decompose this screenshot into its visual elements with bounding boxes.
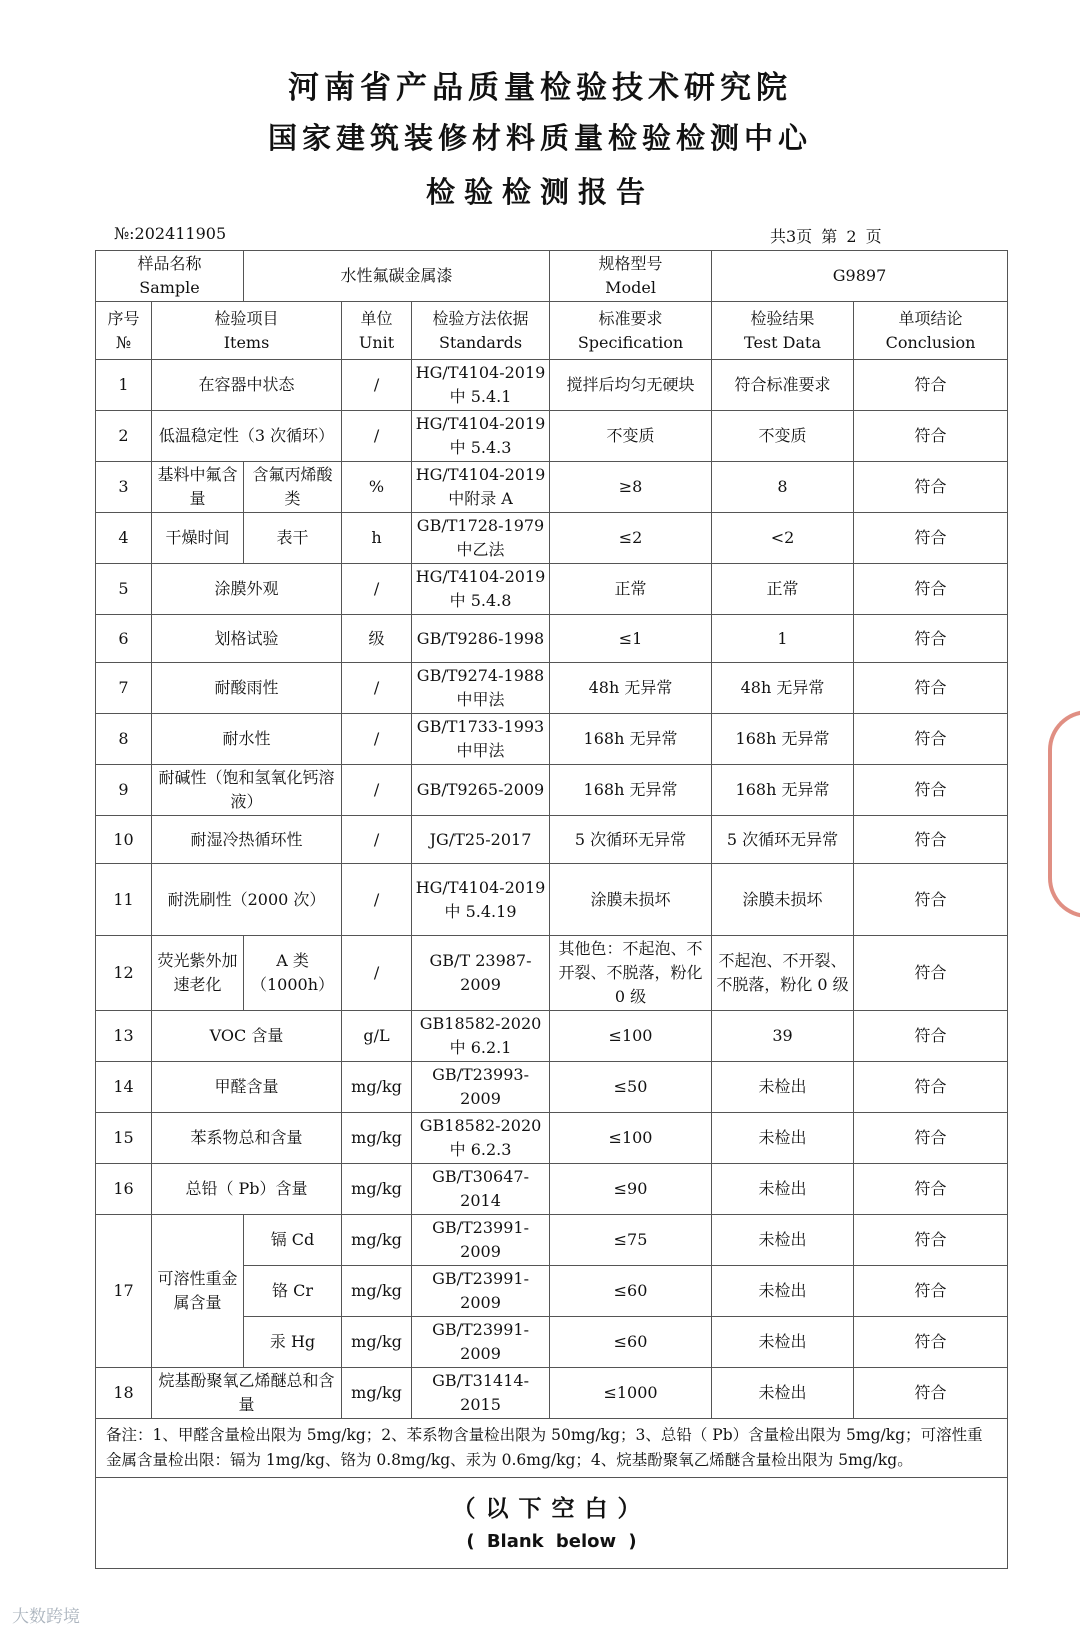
- conclusion-cell: 符合: [854, 1317, 1008, 1368]
- row-number: 13: [96, 1011, 152, 1062]
- col-header-standards: [412, 302, 550, 360]
- col-header-no: [96, 302, 152, 360]
- row-number: 15: [96, 1113, 152, 1164]
- result-cell: 涂膜未损坏: [712, 864, 854, 936]
- unit-cell: mg/kg: [342, 1062, 412, 1113]
- col-en: №: [115, 332, 132, 352]
- model-label-en: Model: [605, 278, 656, 297]
- standard-cell: GB/T23993-2009: [412, 1062, 550, 1113]
- col-zh: 检验结果: [750, 308, 815, 328]
- spec-cell: 5 次循环无异常: [550, 816, 712, 864]
- item-name: 涂膜外观: [152, 564, 342, 615]
- unit-cell: /: [342, 411, 412, 462]
- item-name: 耐碱性（饱和氢氧化钙溶液）: [152, 765, 342, 816]
- result-cell: 未检出: [712, 1215, 854, 1266]
- result-cell: 未检出: [712, 1368, 854, 1419]
- model-label: [550, 251, 712, 302]
- standard-cell: GB18582-2020 中 6.2.3: [412, 1113, 550, 1164]
- col-zh: 检验方法依据: [432, 308, 529, 328]
- standard-cell: HG/T4104-2019 中附录 A: [412, 462, 550, 513]
- unit-cell: /: [342, 936, 412, 1011]
- item-name: 甲醛含量: [152, 1062, 342, 1113]
- table-row: [96, 864, 1008, 936]
- table-row: [96, 663, 1008, 714]
- spec-cell: ≤100: [550, 1113, 712, 1164]
- spec-cell: ≤60: [550, 1317, 712, 1368]
- conclusion-cell: 符合: [854, 936, 1008, 1011]
- item-subname: 表干: [244, 513, 342, 564]
- row-number: 2: [96, 411, 152, 462]
- red-stamp: [1048, 710, 1080, 918]
- col-zh: 单项结论: [898, 308, 963, 328]
- standard-cell: HG/T4104-2019 中 5.4.8: [412, 564, 550, 615]
- spec-cell: 正常: [550, 564, 712, 615]
- unit-cell: /: [342, 765, 412, 816]
- conclusion-cell: 符合: [854, 765, 1008, 816]
- model-label-zh: 规格型号: [598, 254, 663, 273]
- item-name: 烷基酚聚氧乙烯醚总和含量: [152, 1368, 342, 1419]
- table-row: [96, 765, 1008, 816]
- unit-cell: /: [342, 564, 412, 615]
- row-number: 17: [96, 1215, 152, 1368]
- standard-cell: GB/T31414-2015: [412, 1368, 550, 1419]
- row-number: 10: [96, 816, 152, 864]
- conclusion-cell: 符合: [854, 663, 1008, 714]
- conclusion-cell: 符合: [854, 1062, 1008, 1113]
- result-cell: 168h 无异常: [712, 714, 854, 765]
- item-subname: 汞 Hg: [244, 1317, 342, 1368]
- conclusion-cell: 符合: [854, 1266, 1008, 1317]
- unit-cell: g/L: [342, 1011, 412, 1062]
- conclusion-cell: 符合: [854, 1215, 1008, 1266]
- item-name: 基料中氟含量: [152, 462, 244, 513]
- item-name: 耐酸雨性: [152, 663, 342, 714]
- sample-name-label: [96, 251, 244, 302]
- conclusion-cell: 符合: [854, 1113, 1008, 1164]
- remarks: 备注：1、甲醛含量检出限为 5mg/kg；2、苯系物含量检出限为 50mg/kg；3、总铅（ Pb）含量检出限为 5mg/kg；可溶性重金属含量检出限：镉为 1mg/kg、铬为 0.8mg/kg、汞为 0.6mg/kg；4、烷基酚聚氧乙烯醚含量检出限为 5mg/kg。: [96, 1419, 1008, 1478]
- item-name: 苯系物总和含量: [152, 1113, 342, 1164]
- conclusion-cell: 符合: [854, 1368, 1008, 1419]
- unit-cell: /: [342, 360, 412, 411]
- col-header-unit: [342, 302, 412, 360]
- conclusion-cell: 符合: [854, 816, 1008, 864]
- note-row: [96, 1419, 1008, 1478]
- standard-cell: GB/T9274-1988 中甲法: [412, 663, 550, 714]
- row-number: 1: [96, 360, 152, 411]
- col-header-conclusion: [854, 302, 1008, 360]
- result-cell: 未检出: [712, 1317, 854, 1368]
- unit-cell: mg/kg: [342, 1368, 412, 1419]
- row-number: 11: [96, 864, 152, 936]
- row-number: 5: [96, 564, 152, 615]
- unit-cell: mg/kg: [342, 1317, 412, 1368]
- spec-cell: ≤100: [550, 1011, 712, 1062]
- conclusion-cell: 符合: [854, 411, 1008, 462]
- result-cell: <2: [712, 513, 854, 564]
- conclusion-cell: 符合: [854, 615, 1008, 663]
- col-zh: 检验项目: [214, 308, 279, 328]
- report-table: [95, 250, 1008, 1569]
- col-zh: 单位: [360, 308, 393, 328]
- table-row: [96, 462, 1008, 513]
- standard-cell: GB/T23991-2009: [412, 1317, 550, 1368]
- table-row: [96, 816, 1008, 864]
- spec-cell: ≤1000: [550, 1368, 712, 1419]
- conclusion-cell: 符合: [854, 360, 1008, 411]
- col-en: Unit: [358, 332, 395, 352]
- standard-cell: HG/T4104-2019 中 5.4.3: [412, 411, 550, 462]
- table-row: [96, 1011, 1008, 1062]
- spec-cell: ≤1: [550, 615, 712, 663]
- col-zh: 标准要求: [598, 308, 663, 328]
- row-number: 8: [96, 714, 152, 765]
- col-en: Items: [223, 332, 270, 352]
- center-title: 国家建筑装修材料质量检验检测中心: [267, 121, 812, 155]
- result-cell: 8: [712, 462, 854, 513]
- item-name: 划格试验: [152, 615, 342, 663]
- conclusion-cell: 符合: [854, 513, 1008, 564]
- item-subname: A 类（1000h）: [244, 936, 342, 1011]
- result-cell: 39: [712, 1011, 854, 1062]
- standard-cell: GB/T1733-1993 中甲法: [412, 714, 550, 765]
- standard-cell: JG/T25-2017: [412, 816, 550, 864]
- item-name: 耐洗刷性（2000 次）: [152, 864, 342, 936]
- table-row: [96, 1368, 1008, 1419]
- blank-row: [96, 1478, 1008, 1569]
- spec-cell: 涂膜未损坏: [550, 864, 712, 936]
- table-row: [96, 1215, 1008, 1266]
- conclusion-cell: 符合: [854, 1011, 1008, 1062]
- col-en: Conclusion: [885, 332, 976, 352]
- row-number: 6: [96, 615, 152, 663]
- col-header-specification: [550, 302, 712, 360]
- spec-cell: 搅拌后均匀无硬块: [550, 360, 712, 411]
- row-number: 3: [96, 462, 152, 513]
- unit-cell: /: [342, 663, 412, 714]
- result-cell: 不起泡、不开裂、不脱落，粉化 0 级: [712, 936, 854, 1011]
- row-number: 4: [96, 513, 152, 564]
- watermark: 大数跨境: [12, 1607, 80, 1627]
- spec-cell: 不变质: [550, 411, 712, 462]
- spec-cell: ≥8: [550, 462, 712, 513]
- unit-cell: /: [342, 714, 412, 765]
- result-cell: 符合标准要求: [712, 360, 854, 411]
- spec-cell: ≤60: [550, 1266, 712, 1317]
- result-cell: 168h 无异常: [712, 765, 854, 816]
- institute-title: 河南省产品质量检验技术研究院: [288, 70, 792, 106]
- conclusion-cell: 符合: [854, 462, 1008, 513]
- col-en: Specification: [577, 332, 684, 352]
- standard-cell: HG/T4104-2019 中 5.4.1: [412, 360, 550, 411]
- blank-below-zh: （以下空白）: [452, 1496, 651, 1522]
- unit-cell: %: [342, 462, 412, 513]
- sample-row: [96, 251, 1008, 302]
- row-number: 14: [96, 1062, 152, 1113]
- standard-cell: GB/T23991-2009: [412, 1215, 550, 1266]
- result-cell: 未检出: [712, 1062, 854, 1113]
- table-row: [96, 360, 1008, 411]
- table-row: [96, 1164, 1008, 1215]
- model-value: G9897: [712, 251, 1008, 302]
- report-title: 检验检测报告: [425, 175, 654, 209]
- sample-label-en: Sample: [139, 278, 200, 297]
- table-row: [96, 936, 1008, 1011]
- blank-below: [96, 1478, 1008, 1569]
- item-subname: 含氟丙烯酸类: [244, 462, 342, 513]
- spec-cell: ≤2: [550, 513, 712, 564]
- item-name: 低温稳定性（3 次循环）: [152, 411, 342, 462]
- unit-cell: mg/kg: [342, 1113, 412, 1164]
- result-cell: 未检出: [712, 1113, 854, 1164]
- table-row: [96, 564, 1008, 615]
- table-row: [96, 714, 1008, 765]
- conclusion-cell: 符合: [854, 564, 1008, 615]
- col-header-test-data: [712, 302, 854, 360]
- col-en: Test Data: [744, 332, 821, 352]
- item-name: 干燥时间: [152, 513, 244, 564]
- item-subname: 镉 Cd: [244, 1215, 342, 1266]
- result-cell: 正常: [712, 564, 854, 615]
- standard-cell: HG/T4104-2019 中 5.4.19: [412, 864, 550, 936]
- unit-cell: 级: [342, 615, 412, 663]
- row-number: 9: [96, 765, 152, 816]
- col-header-items: [152, 302, 342, 360]
- column-header-row: [96, 302, 1008, 360]
- unit-cell: /: [342, 816, 412, 864]
- item-name: VOC 含量: [152, 1011, 342, 1062]
- spec-cell: 其他色：不起泡、不开裂、不脱落，粉化 0 级: [550, 936, 712, 1011]
- col-en: Standards: [438, 332, 523, 352]
- result-cell: 1: [712, 615, 854, 663]
- standard-cell: GB/T9265-2009: [412, 765, 550, 816]
- unit-cell: h: [342, 513, 412, 564]
- spec-cell: 168h 无异常: [550, 714, 712, 765]
- table-row: [96, 1062, 1008, 1113]
- conclusion-cell: 符合: [854, 864, 1008, 936]
- row-number: 12: [96, 936, 152, 1011]
- unit-cell: /: [342, 864, 412, 936]
- table-row: [96, 615, 1008, 663]
- table-row: [96, 513, 1008, 564]
- page-indicator: 共3页 第 2 页: [770, 227, 882, 246]
- spec-cell: ≤50: [550, 1062, 712, 1113]
- col-zh: 序号: [107, 308, 140, 328]
- standard-cell: GB18582-2020 中 6.2.1: [412, 1011, 550, 1062]
- table-row: [96, 411, 1008, 462]
- conclusion-cell: 符合: [854, 714, 1008, 765]
- spec-cell: 168h 无异常: [550, 765, 712, 816]
- unit-cell: mg/kg: [342, 1164, 412, 1215]
- conclusion-cell: 符合: [854, 1164, 1008, 1215]
- sample-label-zh: 样品名称: [137, 254, 202, 273]
- row-number: 16: [96, 1164, 152, 1215]
- item-name: 在容器中状态: [152, 360, 342, 411]
- item-name: 耐湿冷热循环性: [152, 816, 342, 864]
- row-number: 18: [96, 1368, 152, 1419]
- result-cell: 48h 无异常: [712, 663, 854, 714]
- spec-cell: ≤75: [550, 1215, 712, 1266]
- item-name: 耐水性: [152, 714, 342, 765]
- spec-cell: 48h 无异常: [550, 663, 712, 714]
- spec-cell: ≤90: [550, 1164, 712, 1215]
- table-row: [96, 1113, 1008, 1164]
- row-number: 7: [96, 663, 152, 714]
- blank-below-en: ( Blank below ): [466, 1531, 637, 1552]
- unit-cell: mg/kg: [342, 1215, 412, 1266]
- result-cell: 未检出: [712, 1266, 854, 1317]
- result-cell: 未检出: [712, 1164, 854, 1215]
- item-name: 可溶性重金属含量: [152, 1215, 244, 1368]
- item-name: 总铅（ Pb）含量: [152, 1164, 342, 1215]
- standard-cell: GB/T9286-1998: [412, 615, 550, 663]
- standard-cell: GB/T30647-2014: [412, 1164, 550, 1215]
- report-number: №:202411905: [114, 224, 227, 243]
- standard-cell: GB/T1728-1979 中乙法: [412, 513, 550, 564]
- result-cell: 5 次循环无异常: [712, 816, 854, 864]
- standard-cell: GB/T23991-2009: [412, 1266, 550, 1317]
- item-subname: 铬 Cr: [244, 1266, 342, 1317]
- standard-cell: GB/T 23987-2009: [412, 936, 550, 1011]
- result-cell: 不变质: [712, 411, 854, 462]
- item-name: 荧光紫外加速老化: [152, 936, 244, 1011]
- sample-name-value: 水性氟碳金属漆: [244, 251, 550, 302]
- unit-cell: mg/kg: [342, 1266, 412, 1317]
